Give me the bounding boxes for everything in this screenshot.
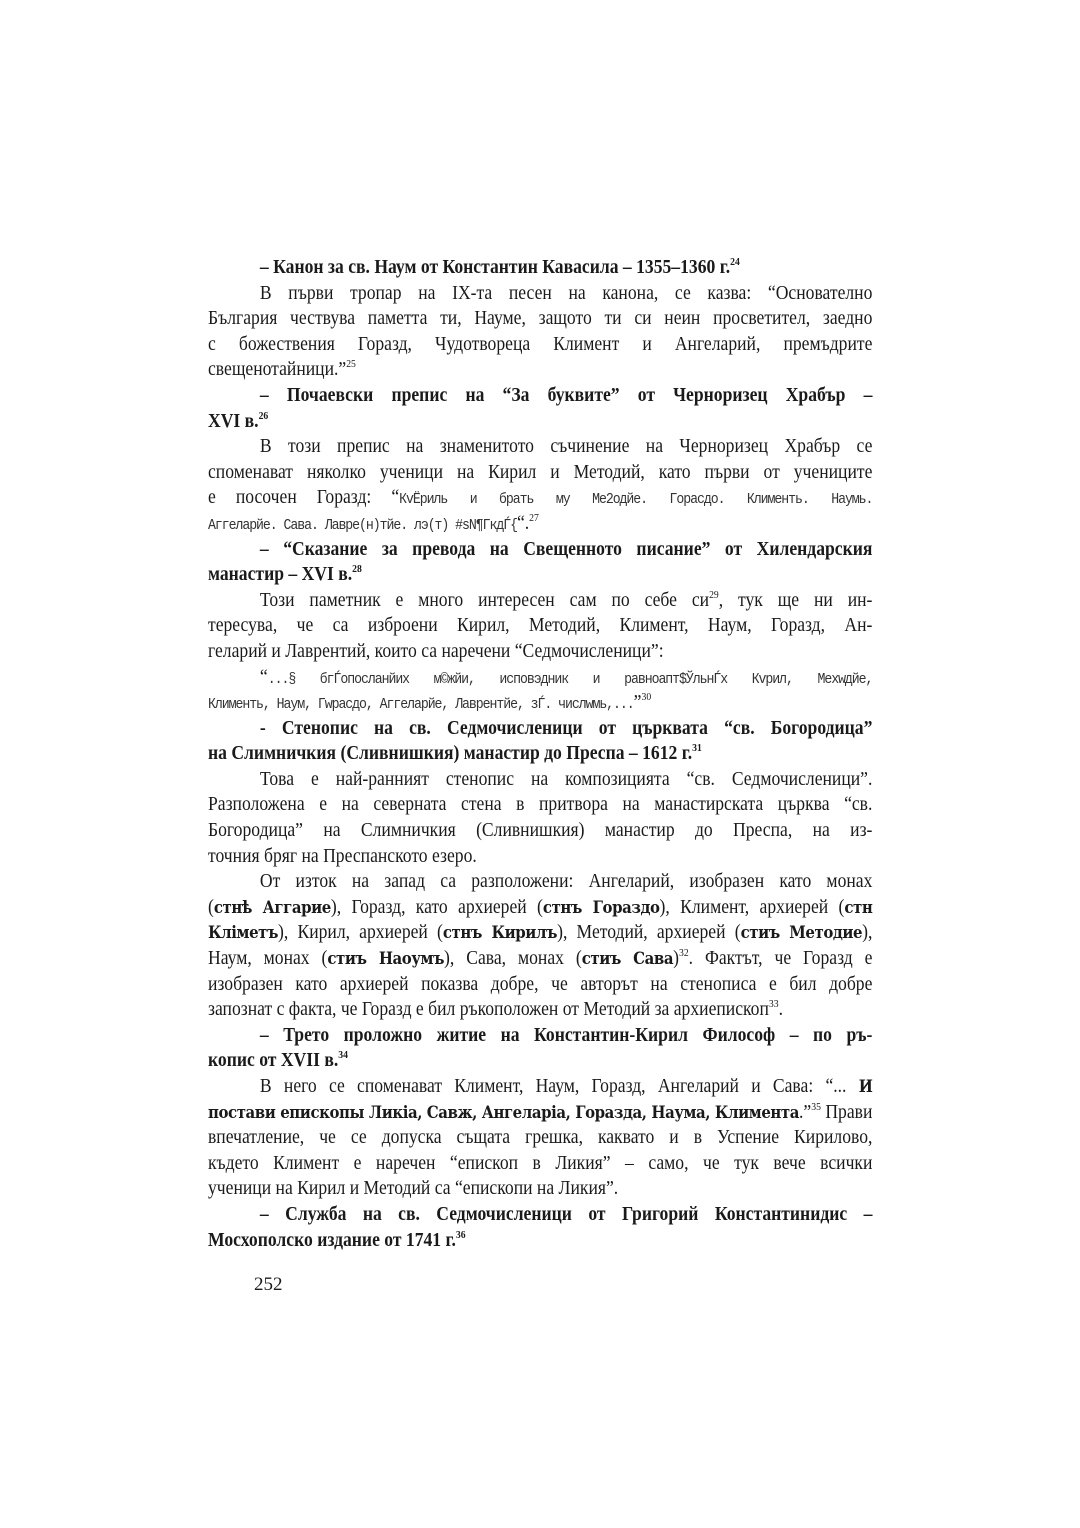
text-run: споменават няколко ученици на Кирил и Методий, като първи от учениците [208, 460, 873, 483]
text-run: В този препис на знаменитото съчинение на Черноризец Храбър се [259, 435, 873, 458]
text-run: впечатление, че се допуска същата грешка, каквато и в Успение Кирилово, [208, 1126, 873, 1149]
text-line [208, 281, 872, 307]
footnote-ref: 34 [338, 1049, 348, 1062]
text-run: ученици на Кирил и Методий са “епископи на Ликия”. [208, 1177, 619, 1200]
text-line [208, 511, 872, 537]
text-run: където Климент е наречен “епископ в Ликия” – само, че тук вече всички [208, 1151, 873, 1174]
text-run: .” [799, 1100, 812, 1123]
church-slavonic-inscription: стиъ Наоумъ [327, 949, 445, 970]
text-run: тересува, че са изброени Кирил, Методий, Климент, Наум, Горазд, Ан- [208, 614, 873, 637]
text-line [208, 844, 872, 870]
text-line [208, 869, 872, 895]
footnote-ref: 35 [811, 1100, 821, 1113]
footnote-ref: 31 [692, 742, 702, 755]
text-line [208, 306, 872, 332]
text-line [208, 332, 872, 358]
text-line [208, 1100, 872, 1126]
church-slavonic-inscription: постави епископы Ликiа, Савж, Ангеларiа, Горазда, Нaума, Климента [208, 1102, 800, 1123]
text-run: България чествува паметта ти, Науме, защото ти си неин просветител, заедно [208, 307, 873, 330]
text-line [208, 690, 872, 716]
text-run: Този паметник е много интересен сам по себе си [259, 588, 710, 611]
text-run: Богородица” на Слимничкия (Сливнишкия) манастир до Преспа, на из- [208, 819, 873, 842]
church-slavonic-inscription: стнъ Гораздо [542, 897, 660, 918]
text-line [208, 920, 872, 946]
section-heading-line [208, 1202, 872, 1228]
footnote-ref: 26 [258, 409, 269, 422]
section-heading-line [208, 537, 872, 563]
text-line [208, 665, 872, 691]
text-run: От изток на запад са разположени: Ангеларий, изобразен като монах [259, 870, 873, 893]
church-slavonic-inscription: стиъ Методие [740, 923, 863, 944]
text-run: с божествения Горазд, Чудотвореца Климент и Ангеларий, премъдрите [208, 332, 873, 355]
section-heading-line [208, 1023, 872, 1049]
text-line [208, 1074, 872, 1100]
text-run: , тук ще ни ин- [718, 588, 873, 611]
text-run: ), Кирил, архиерей ( [278, 921, 443, 944]
text-line [208, 792, 872, 818]
text-run: запознат с факта, че Горазд е бил ръкоположен от Методий за архиепископ [208, 998, 769, 1021]
text-run: “ [259, 665, 268, 688]
text-run: Мосхополско издание от 1741 г. [208, 1228, 456, 1251]
text-line [208, 1125, 872, 1151]
text-line [208, 639, 872, 665]
text-line [208, 767, 872, 793]
section-heading-line [208, 1048, 872, 1074]
text-run: В първи тропар на IX-та песен на канона, се казва: “Основателно [259, 281, 873, 304]
church-slavonic-inscription: Клiметъ [208, 923, 279, 944]
church-slavonic-inscription: стн [844, 897, 873, 918]
text-run: Разположена е на северната стена в притвора на манастирската църква “св. [208, 793, 873, 816]
footnote-ref: 27 [529, 511, 539, 524]
section-heading-line [208, 255, 872, 281]
text-run: . Фактът, че Горазд е [688, 947, 873, 970]
section-heading-line [208, 1228, 872, 1254]
footnote-ref: 29 [709, 588, 719, 601]
text-run: манастир – XVI в. [208, 563, 353, 586]
section-heading-line [208, 741, 872, 767]
old-slavonic-quote: КvЁриль и брать му Ме2одйе. Горасдо. Клименть. Наумь. [399, 491, 873, 509]
text-run: – Почаевски препис на “За буквите” от Черноризец Храбър – [259, 383, 873, 406]
text-run: – “Сказание за превода на Свещенното писание” от Хилендарския [259, 537, 873, 560]
footnote-ref: 32 [678, 947, 689, 960]
text-run: изобразен като архиерей показва добре, че авторът на стенописа е бил добре [208, 972, 873, 995]
text-run: – Служба на св. Седмочисленици от Григорий Константинидис – [259, 1202, 873, 1225]
text-line [208, 946, 872, 972]
text-run: XVI в. [208, 409, 259, 432]
text-run: ) [673, 947, 679, 970]
text-line [208, 1151, 872, 1177]
text-run: В него се споменават Климент, Наум, Горазд, Ангеларий и Сава: “... [259, 1075, 859, 1097]
text-line [208, 357, 872, 383]
section-heading-line [208, 383, 872, 409]
church-slavonic-inscription: стнъ Кирилъ [442, 923, 558, 944]
text-run: ), Сава, монах ( [444, 947, 582, 970]
text-run: . [778, 998, 783, 1021]
text-line [208, 1176, 872, 1202]
text-run: е посочен Горазд: “ [208, 486, 400, 509]
text-line [208, 972, 872, 998]
footnote-ref: 25 [346, 358, 356, 371]
text-run: свещенотайници.” [208, 358, 347, 381]
text-run: Наум, монах ( [208, 947, 328, 970]
text-run: геларий и Лаврентий, които са наречени “Седмочисленици”: [208, 639, 664, 662]
section-heading-line [208, 562, 872, 588]
text-run: на Слимничкия (Сливнишкия) манастир до Преспа – 1612 г. [208, 742, 693, 765]
text-run: ( [208, 895, 214, 918]
old-slavonic-quote: Аггеларйе. Сава. Лавре(н)тйе. лэ(т) #sN¶ГкдЃ{ [208, 516, 517, 534]
old-slavonic-quote: ...§ бгЃопосланйих м©жйи, исповэдник и равноапт$ЎльнЃх Кvрил, Меxwдйе, [267, 670, 873, 688]
text-run: ), Климент, архиерей ( [659, 895, 845, 918]
footnote-ref: 30 [641, 691, 652, 704]
section-heading-line [208, 716, 872, 742]
text-run: копис от XVII в. [208, 1049, 339, 1072]
text-run: “. [516, 511, 530, 534]
text-line [208, 613, 872, 639]
footnote-ref: 33 [768, 998, 779, 1011]
text-run: Прави [820, 1100, 873, 1123]
church-slavonic-inscription: стнѣ Аггарие [213, 897, 331, 918]
church-slavonic-inscription: стиъ Сава [581, 949, 674, 970]
text-line [208, 460, 872, 486]
text-line [208, 997, 872, 1023]
text-line [208, 895, 872, 921]
text-run: – Трето проложно житие на Константин-Кирил Философ – по ръ- [259, 1023, 873, 1046]
text-line [208, 818, 872, 844]
text-run: - Стенопис на св. Седмочисленици от църквата “св. Богородица” [259, 716, 873, 739]
section-heading-line [208, 409, 872, 435]
page-number: 252 [254, 1274, 283, 1295]
text-run: – Канон за св. Наум от Константин Кавасила – 1355–1360 г. [259, 256, 731, 278]
text-run: Това е най-ранният стенопис на композицията “св. Седмочисленици”. [259, 767, 873, 790]
text-run: ), Горазд, като архиерей ( [330, 895, 543, 918]
footnote-ref: 28 [352, 563, 362, 576]
document-body [208, 255, 872, 1253]
text-run: точния бряг на Преспанското езеро. [208, 844, 477, 867]
text-run: ), [862, 921, 873, 944]
text-line [208, 485, 872, 511]
old-slavonic-quote: Клименть, Наум, Гwрасдо, Аггеларйе, Лаврентйе, зЃ. числwмь,... [208, 696, 634, 714]
text-run: ), Методий, архиерей ( [557, 921, 741, 944]
text-run: ” [633, 691, 642, 714]
text-line [208, 588, 872, 614]
text-line [208, 434, 872, 460]
footnote-ref: 36 [455, 1228, 466, 1241]
church-slavonic-inscription: И [858, 1077, 873, 1097]
footnote-ref: 24 [730, 256, 740, 268]
